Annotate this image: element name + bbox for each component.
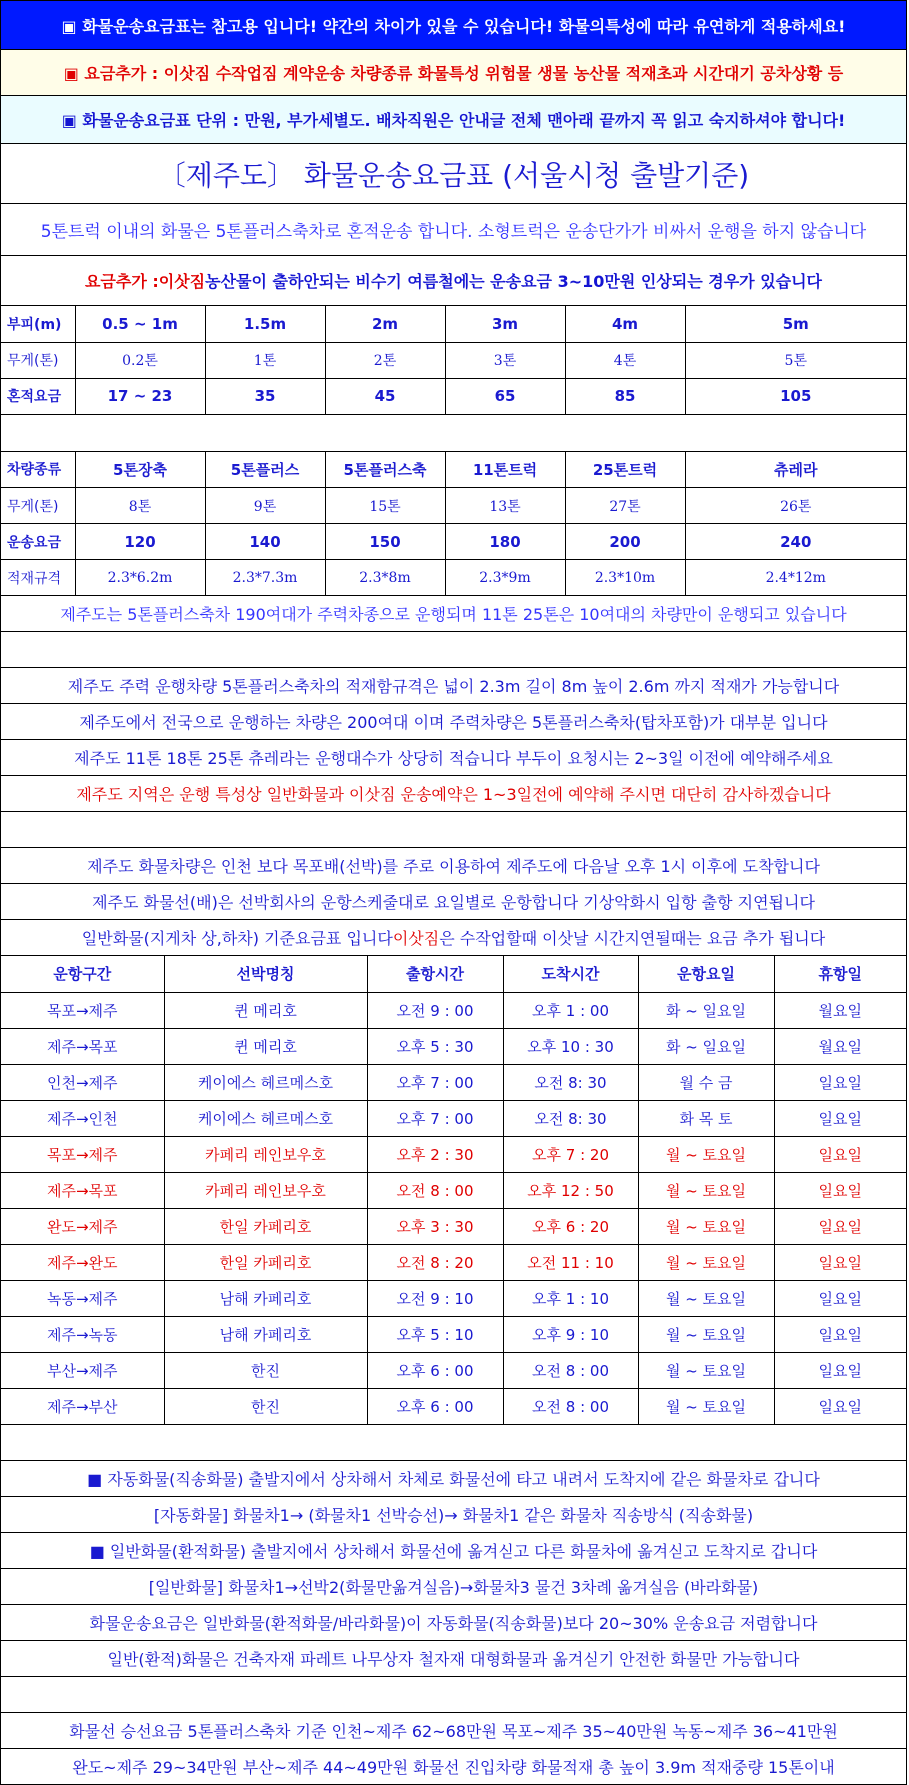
schedule-arrive-cell: 오후 12 : 50 [503, 1172, 638, 1208]
table-cell: 150 [325, 524, 445, 560]
schedule-arrive-cell: 오전 8 : 00 [503, 1352, 638, 1388]
table-cell: 27톤 [565, 488, 685, 524]
table-cell: 85 [565, 378, 685, 414]
info-line: 제주도 화물선(배)은 선박회사의 운항스케줄대로 요일별로 운항합니다 기상악화시 입항 출항 지연됩니다 [1, 884, 906, 920]
schedule-off-cell: 일요일 [774, 1316, 906, 1352]
table-cell: 2톤 [325, 342, 445, 378]
schedule-ship-cell: 한진 [164, 1388, 367, 1424]
table-cell: 2.3*7.3m [205, 560, 325, 596]
table-header-cell: 2m [325, 306, 445, 342]
schedule-days-cell: 월 ~ 토요일 [638, 1172, 774, 1208]
general-cargo-after: 은 수작업할때 이삿날 시간지연될때는 요금 추가 됩니다 [439, 929, 826, 948]
table-row [1, 1064, 906, 1100]
table-cell: 9톤 [205, 488, 325, 524]
schedule-depart-cell: 오후 2 : 30 [367, 1136, 503, 1172]
page-title: 〔제주도〕 화물운송요금표 (서울시청 출발기준) [1, 144, 906, 204]
table-cell: 2.3*8m [325, 560, 445, 596]
table-cell: 120 [75, 524, 205, 560]
table-header-cell: 0.5 ~ 1m [75, 306, 205, 342]
table-header-cell: 츄레라 [685, 452, 906, 488]
table-cell: 운송요금 [1, 524, 75, 560]
notice-surcharge-items: ▣ 요금추가 : 이삿짐 수작업짐 계약운송 차량종류 화물특성 위험물 생물 농산물 적재초과 시간대기 공차상황 등 [1, 50, 906, 96]
table-row [1, 452, 906, 488]
table-row [1, 1316, 906, 1352]
info-line-ship-fare: 화물선 승선요금 5톤플러스축차 기준 인천~제주 62~68만원 목포~제주 35~40만원 녹동~제주 36~41만원 [1, 1713, 906, 1749]
spacer-row [1, 632, 906, 668]
schedule-arrive-cell: 오후 10 : 30 [503, 1028, 638, 1064]
schedule-arrive-cell: 오전 11 : 10 [503, 1244, 638, 1280]
schedule-ship-cell: 한일 카페리호 [164, 1244, 367, 1280]
schedule-arrive-cell: 오전 8 : 00 [503, 1388, 638, 1424]
schedule-depart-cell: 오후 5 : 10 [367, 1316, 503, 1352]
table-cell: 65 [445, 378, 565, 414]
spacer-row [1, 1677, 906, 1713]
notice-unit: ▣ 화물운송요금표 단위 : 만원, 부가세별도. 배차직원은 안내글 전체 맨아래 끝까지 꼭 읽고 숙지하셔야 합니다! [1, 96, 906, 144]
table-row [1, 1280, 906, 1316]
table-header-cell: 5톤플러스 [205, 452, 325, 488]
schedule-depart-cell: 오전 8 : 20 [367, 1244, 503, 1280]
table-row [1, 1244, 906, 1280]
table-header-cell: 11톤트럭 [445, 452, 565, 488]
info-line: [자동화물] 화물차1→ (화물차1 선박승선)→ 화물차1 같은 화물차 직송방식 (직송화물) [1, 1497, 906, 1533]
table-cell: 240 [685, 524, 906, 560]
table-cell: 2.4*12m [685, 560, 906, 596]
table-cell: 35 [205, 378, 325, 414]
table-cell: 3톤 [445, 342, 565, 378]
table-header-cell: 5톤장축 [75, 452, 205, 488]
schedule-route-cell: 제주→완도 [1, 1244, 164, 1280]
table-cell: 무게(톤) [1, 342, 75, 378]
schedule-arrive-cell: 오후 9 : 10 [503, 1316, 638, 1352]
spacer-row [1, 1425, 906, 1461]
table-row [1, 488, 906, 524]
table-row [1, 306, 906, 342]
info-line: [일반화물] 화물차1→선박2(화물만옮겨실음)→화물차3 물건 3차례 옮겨실음 (바라화물) [1, 1569, 906, 1605]
table-row [1, 524, 906, 560]
schedule-depart-cell: 오후 6 : 00 [367, 1352, 503, 1388]
table-row [1, 1100, 906, 1136]
surcharge-rest: 농산물이 출하안되는 비수기 여름철에는 운송요금 3~10만원 인상되는 경우가 있습니다 [205, 272, 823, 291]
schedule-depart-cell: 오후 3 : 30 [367, 1208, 503, 1244]
mixed-load-fare-table [1, 306, 906, 415]
table-cell: 2.3*6.2m [75, 560, 205, 596]
schedule-off-cell: 일요일 [774, 1172, 906, 1208]
schedule-off-cell: 일요일 [774, 1136, 906, 1172]
table-cell: 0.2톤 [75, 342, 205, 378]
table-header-cell: 도착시간 [503, 956, 638, 992]
schedule-depart-cell: 오후 7 : 00 [367, 1064, 503, 1100]
schedule-off-cell: 월요일 [774, 1028, 906, 1064]
general-cargo-before: 일반화물(지게차 상,하차) 기준요금표 입니다 [81, 929, 393, 948]
schedule-arrive-cell: 오전 8: 30 [503, 1064, 638, 1100]
table-header-cell: 차량종류 [1, 452, 75, 488]
schedule-route-cell: 인천→제주 [1, 1064, 164, 1100]
schedule-route-cell: 제주→녹동 [1, 1316, 164, 1352]
table-header-cell: 25톤트럭 [565, 452, 685, 488]
schedule-off-cell: 일요일 [774, 1352, 906, 1388]
schedule-ship-cell: 퀸 메리호 [164, 1028, 367, 1064]
schedule-ship-cell: 남해 카페리호 [164, 1316, 367, 1352]
schedule-arrive-cell: 오후 6 : 20 [503, 1208, 638, 1244]
table-cell: 2.3*9m [445, 560, 565, 596]
schedule-off-cell: 일요일 [774, 1280, 906, 1316]
table-header-cell: 3m [445, 306, 565, 342]
table-row [1, 1136, 906, 1172]
schedule-arrive-cell: 오후 7 : 20 [503, 1136, 638, 1172]
info-line: 제주도 주력 운행차량 5톤플러스축차의 적재함규격은 넓이 2.3m 길이 8m 높이 2.6m 까지 적재가 가능합니다 [1, 668, 906, 704]
ferry-schedule-table [1, 956, 906, 1425]
table-cell: 105 [685, 378, 906, 414]
table-header-cell: 출항시간 [367, 956, 503, 992]
schedule-off-cell: 일요일 [774, 1244, 906, 1280]
info-line: 화물운송요금은 일반화물(환적화물/바라화물)이 자동화물(직송화물)보다 20~30% 운송요금 저렴합니다 [1, 1605, 906, 1641]
schedule-ship-cell: 퀸 메리호 [164, 992, 367, 1028]
schedule-route-cell: 제주→목포 [1, 1028, 164, 1064]
note-jeju-fleet: 제주도는 5톤플러스축차 190여대가 주력차종으로 운행되며 11톤 25톤은 10여대의 차량만이 운행되고 있습니다 [1, 596, 906, 632]
info-line-general-cargo [1, 920, 906, 956]
schedule-off-cell: 일요일 [774, 1208, 906, 1244]
table-row [1, 1388, 906, 1424]
schedule-days-cell: 월 ~ 토요일 [638, 1388, 774, 1424]
schedule-route-cell: 제주→목포 [1, 1172, 164, 1208]
table-cell: 15톤 [325, 488, 445, 524]
schedule-ship-cell: 한진 [164, 1352, 367, 1388]
schedule-route-cell: 완도→제주 [1, 1208, 164, 1244]
general-cargo-red-word: 이삿짐 [392, 929, 440, 948]
table-header-cell: 운항구간 [1, 956, 164, 992]
table-cell: 무게(톤) [1, 488, 75, 524]
schedule-depart-cell: 오후 6 : 00 [367, 1388, 503, 1424]
table-cell: 26톤 [685, 488, 906, 524]
schedule-off-cell: 일요일 [774, 1388, 906, 1424]
schedule-days-cell: 월 ~ 토요일 [638, 1352, 774, 1388]
note-seasonal-surcharge [1, 256, 906, 306]
surcharge-red-word: 이삿짐 [158, 272, 206, 291]
schedule-depart-cell: 오전 8 : 00 [367, 1172, 503, 1208]
schedule-ship-cell: 한일 카페리호 [164, 1208, 367, 1244]
info-line: 제주도 화물차량은 인천 보다 목포배(선박)를 주로 이용하여 제주도에 다음날 오후 1시 이후에 도착합니다 [1, 848, 906, 884]
table-row [1, 342, 906, 378]
notice-reference-only: ▣ 화물운송요금표는 참고용 입니다! 약간의 차이가 있을 수 있습니다! 화물의특성에 따라 유연하게 적용하세요! [1, 0, 906, 50]
schedule-depart-cell: 오후 5 : 30 [367, 1028, 503, 1064]
table-header-cell: 1.5m [205, 306, 325, 342]
schedule-depart-cell: 오전 9 : 00 [367, 992, 503, 1028]
schedule-days-cell: 월 ~ 토요일 [638, 1280, 774, 1316]
table-row [1, 992, 906, 1028]
info-line-ship-fare: 완도~제주 29~34만원 부산~제주 44~49만원 화물선 진입차량 화물적재 총 높이 3.9m 적재중량 15톤이내 [1, 1749, 906, 1785]
info-line: ■ 일반화물(환적화물) 출발지에서 상차해서 화물선에 옮겨싣고 다른 화물차에 옮겨싣고 도착지로 갑니다 [1, 1533, 906, 1569]
table-header-cell: 운항요일 [638, 956, 774, 992]
table-cell: 140 [205, 524, 325, 560]
schedule-ship-cell: 카페리 레인보우호 [164, 1172, 367, 1208]
schedule-days-cell: 월 ~ 토요일 [638, 1136, 774, 1172]
table-header-cell: 선박명칭 [164, 956, 367, 992]
info-line: 제주도에서 전국으로 운행하는 차량은 200여대 이며 주력차량은 5톤플러스축차(탑차포함)가 대부분 입니다 [1, 704, 906, 740]
info-line: 제주도 11톤 18톤 25톤 츄레라는 운행대수가 상당히 적습니다 부두이 요청시는 2~3일 이전에 예약해주세요 [1, 740, 906, 776]
schedule-arrive-cell: 오후 1 : 10 [503, 1280, 638, 1316]
table-cell: 45 [325, 378, 445, 414]
table-row [1, 1028, 906, 1064]
schedule-off-cell: 일요일 [774, 1064, 906, 1100]
table-cell: 혼적요금 [1, 378, 75, 414]
table-cell: 13톤 [445, 488, 565, 524]
schedule-route-cell: 제주→인천 [1, 1100, 164, 1136]
schedule-route-cell: 제주→부산 [1, 1388, 164, 1424]
table-header-cell: 휴항일 [774, 956, 906, 992]
note-small-truck: 5톤트럭 이내의 화물은 5톤플러스축차로 혼적운송 합니다. 소형트럭은 운송단가가 비싸서 운행을 하지 않습니다 [1, 204, 906, 256]
info-line: ■ 자동화물(직송화물) 출발지에서 상차해서 차체로 화물선에 타고 내려서 도착지에 같은 화물차로 갑니다 [1, 1461, 906, 1497]
schedule-days-cell: 월 ~ 토요일 [638, 1208, 774, 1244]
schedule-ship-cell: 케이에스 헤르메스호 [164, 1064, 367, 1100]
table-cell: 180 [445, 524, 565, 560]
table-header-cell: 5톤플러스축 [325, 452, 445, 488]
schedule-depart-cell: 오전 9 : 10 [367, 1280, 503, 1316]
schedule-days-cell: 화 ~ 일요일 [638, 1028, 774, 1064]
table-row [1, 378, 906, 414]
table-row [1, 560, 906, 596]
spacer-row [1, 812, 906, 848]
table-cell: 2.3*10m [565, 560, 685, 596]
schedule-ship-cell: 카페리 레인보우호 [164, 1136, 367, 1172]
schedule-route-cell: 녹동→제주 [1, 1280, 164, 1316]
table-row [1, 1208, 906, 1244]
schedule-arrive-cell: 오전 8: 30 [503, 1100, 638, 1136]
schedule-route-cell: 부산→제주 [1, 1352, 164, 1388]
schedule-days-cell: 월 ~ 토요일 [638, 1244, 774, 1280]
schedule-ship-cell: 케이에스 헤르메스호 [164, 1100, 367, 1136]
table-cell: 적재규격 [1, 560, 75, 596]
info-line: 일반(환적)화물은 건축자재 파레트 나무상자 철자재 대형화물과 옮겨싣기 안전한 화물만 가능합니다 [1, 1641, 906, 1677]
schedule-days-cell: 월 수 금 [638, 1064, 774, 1100]
table-header-row [1, 956, 906, 992]
schedule-route-cell: 목포→제주 [1, 1136, 164, 1172]
schedule-days-cell: 월 ~ 토요일 [638, 1316, 774, 1352]
info-line-reservation: 제주도 지역은 운행 특성상 일반화물과 이삿짐 운송예약은 1~3일전에 예약해 주시면 대단히 감사하겠습니다 [1, 776, 906, 812]
table-header-cell: 4m [565, 306, 685, 342]
table-row [1, 1172, 906, 1208]
vehicle-fare-table [1, 452, 906, 597]
spacer-row [1, 415, 906, 452]
table-cell: 1톤 [205, 342, 325, 378]
table-cell: 17 ~ 23 [75, 378, 205, 414]
table-cell: 8톤 [75, 488, 205, 524]
schedule-off-cell: 일요일 [774, 1100, 906, 1136]
schedule-days-cell: 화 ~ 일요일 [638, 992, 774, 1028]
table-cell: 5톤 [685, 342, 906, 378]
table-row [1, 1352, 906, 1388]
schedule-arrive-cell: 오후 1 : 00 [503, 992, 638, 1028]
table-cell: 200 [565, 524, 685, 560]
table-header-cell: 5m [685, 306, 906, 342]
schedule-ship-cell: 남해 카페리호 [164, 1280, 367, 1316]
schedule-days-cell: 화 목 토 [638, 1100, 774, 1136]
table-cell: 4톤 [565, 342, 685, 378]
table-header-cell: 부피(m) [1, 306, 75, 342]
schedule-route-cell: 목포→제주 [1, 992, 164, 1028]
schedule-off-cell: 월요일 [774, 992, 906, 1028]
schedule-depart-cell: 오후 7 : 00 [367, 1100, 503, 1136]
surcharge-prefix: 요금추가 : [84, 272, 159, 291]
